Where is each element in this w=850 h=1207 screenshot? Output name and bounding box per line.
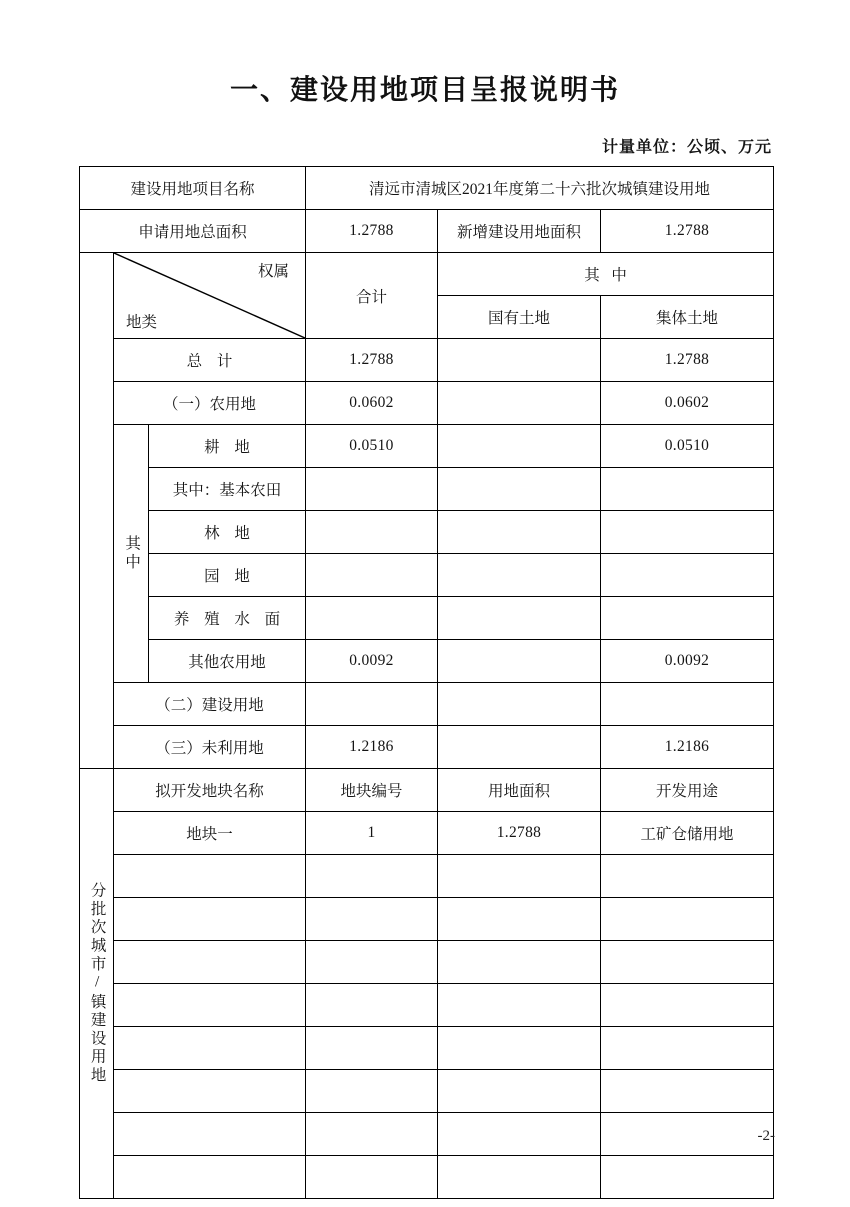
- row-collective-value: 0.0092: [601, 640, 774, 683]
- row-label-aquaculture: 养 殖 水 面: [149, 597, 306, 640]
- table-row: [80, 984, 774, 1027]
- row-state-value: [438, 683, 601, 726]
- parcel-name-value: [114, 855, 306, 898]
- row-label-agricultural: （一）农用地: [114, 382, 306, 425]
- table-row: [80, 468, 774, 511]
- table-row: [80, 1027, 774, 1070]
- parcel-purpose-value: [601, 941, 774, 984]
- state-owned-header: 国有土地: [438, 296, 601, 339]
- parcel-name-value: [114, 984, 306, 1027]
- parcel-area-value: [438, 1070, 601, 1113]
- parcel-area-value: [438, 855, 601, 898]
- parcel-section-vertical-text: 分批次城市/镇建设用地: [88, 882, 106, 1085]
- parcel-code-value: [306, 1156, 438, 1199]
- parcel-area-header: 用地面积: [438, 769, 601, 812]
- row-collective-value: 1.2788: [601, 339, 774, 382]
- parcel-area-value: [438, 1156, 601, 1199]
- parcel-area-value: [438, 984, 601, 1027]
- ownership-label: 权属: [257, 263, 289, 280]
- table-row: [80, 941, 774, 984]
- row-state-value: [438, 339, 601, 382]
- table-row: [80, 1070, 774, 1113]
- row-state-value: [438, 382, 601, 425]
- new-construction-value: 1.2788: [601, 210, 774, 253]
- total-area-value: 1.2788: [306, 210, 438, 253]
- row-total-value: 0.0602: [306, 382, 438, 425]
- parcel-area-value: [438, 898, 601, 941]
- matrix-header-row-1: [80, 253, 774, 296]
- ownership-landtype-diagonal-header: [114, 253, 306, 339]
- land-use-report-table: [79, 166, 773, 1199]
- row-collective-value: 1.2186: [601, 726, 774, 769]
- table-row: [80, 339, 774, 382]
- parcel-purpose-value: [601, 1027, 774, 1070]
- measurement-unit-note: 计量单位：公顷、万元: [601, 139, 772, 156]
- parcel-code-value: [306, 941, 438, 984]
- table-row: [80, 898, 774, 941]
- row-collective-value: [601, 554, 774, 597]
- parcel-purpose-value: [601, 855, 774, 898]
- row-state-value: [438, 640, 601, 683]
- area-summary-row: [80, 210, 774, 253]
- row-total-value: 0.0510: [306, 425, 438, 468]
- page-title: 一、建设用地项目呈报说明书: [229, 73, 620, 106]
- parcel-code-value: 1: [306, 812, 438, 855]
- page-number: -2-: [757, 1128, 775, 1144]
- parcel-code-value: [306, 984, 438, 1027]
- parcel-name-value: [114, 1027, 306, 1070]
- parcel-code-value: [306, 898, 438, 941]
- table-row: [80, 425, 774, 468]
- table-row: [80, 726, 774, 769]
- row-label-garden: 园 地: [149, 554, 306, 597]
- among-which-vertical-label: [114, 425, 149, 683]
- row-state-value: [438, 511, 601, 554]
- among-which-vertical-text: 其中: [123, 535, 141, 572]
- parcel-code-header: 地块编号: [306, 769, 438, 812]
- row-total-value: 0.0092: [306, 640, 438, 683]
- table-row: [80, 511, 774, 554]
- collective-header: 集体土地: [601, 296, 774, 339]
- row-state-value: [438, 425, 601, 468]
- table-row: [80, 640, 774, 683]
- parcel-name-value: [114, 1156, 306, 1199]
- row-label-forest: 林 地: [149, 511, 306, 554]
- row-state-value: [438, 468, 601, 511]
- parcel-code-value: [306, 1070, 438, 1113]
- table-row: [80, 855, 774, 898]
- row-collective-value: 0.0602: [601, 382, 774, 425]
- parcel-name-header: 拟开发地块名称: [114, 769, 306, 812]
- row-state-value: [438, 597, 601, 640]
- row-label-unused: （三）未利用地: [114, 726, 306, 769]
- parcel-code-value: [306, 1027, 438, 1070]
- row-total-value: 1.2186: [306, 726, 438, 769]
- parcel-purpose-value: [601, 1070, 774, 1113]
- row-label-construction: （二）建设用地: [114, 683, 306, 726]
- left-spine-upper: [80, 253, 114, 769]
- parcel-purpose-header: 开发用途: [601, 769, 774, 812]
- parcel-area-value: [438, 1027, 601, 1070]
- parcel-code-value: [306, 855, 438, 898]
- table-row: [80, 812, 774, 855]
- row-collective-value: [601, 468, 774, 511]
- parcel-area-value: 1.2788: [438, 812, 601, 855]
- table-row: [80, 597, 774, 640]
- row-label-cultivated: 耕 地: [149, 425, 306, 468]
- table-row: [80, 683, 774, 726]
- row-state-value: [438, 554, 601, 597]
- row-total-value: [306, 511, 438, 554]
- row-collective-value: 0.0510: [601, 425, 774, 468]
- project-name-row: [80, 167, 774, 210]
- row-total-value: [306, 554, 438, 597]
- parcel-purpose-value: 工矿仓储用地: [601, 812, 774, 855]
- row-total-value: [306, 597, 438, 640]
- row-total-value: 1.2788: [306, 339, 438, 382]
- parcel-header-row: [80, 769, 774, 812]
- parcel-purpose-value: [601, 898, 774, 941]
- new-construction-label: 新增建设用地面积: [438, 210, 601, 253]
- parcel-area-value: [438, 941, 601, 984]
- table-row: [80, 382, 774, 425]
- parcel-purpose-value: [601, 1156, 774, 1199]
- project-name-label: 建设用地项目名称: [80, 167, 306, 210]
- row-collective-value: [601, 511, 774, 554]
- row-label-other-agricultural: 其他农用地: [149, 640, 306, 683]
- table-row: [80, 1156, 774, 1199]
- total-column-header: 合计: [306, 253, 438, 339]
- row-label-basic-farmland: 其中：基本农田: [149, 468, 306, 511]
- total-area-label: 申请用地总面积: [80, 210, 306, 253]
- parcel-name-value: [114, 941, 306, 984]
- parcel-name-value: [114, 1070, 306, 1113]
- row-collective-value: [601, 683, 774, 726]
- row-state-value: [438, 726, 601, 769]
- landtype-label: 地类: [126, 314, 158, 331]
- parcel-name-value: [114, 898, 306, 941]
- row-total-value: [306, 468, 438, 511]
- project-name-value: 清远市清城区2021年度第二十六批次城镇建设用地: [306, 167, 774, 210]
- parcel-name-value: 地块一: [114, 812, 306, 855]
- parcel-purpose-value: [601, 984, 774, 1027]
- row-collective-value: [601, 597, 774, 640]
- among-which-header: 其 中: [438, 253, 774, 296]
- table-row: [80, 554, 774, 597]
- row-total-value: [306, 683, 438, 726]
- row-label-total: 总 计: [114, 339, 306, 382]
